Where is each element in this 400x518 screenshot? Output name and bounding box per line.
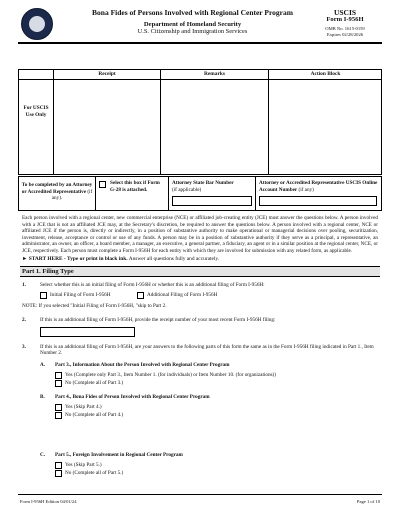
- online-account-label: Attorney or Accredited Representative USCIS Online Account Number: [259, 180, 378, 193]
- q3-number: 3.: [22, 344, 26, 350]
- q3a-no-label: No (Complete all of Part 3.): [65, 380, 124, 386]
- department-name: Department of Homeland Security: [143, 21, 242, 28]
- attorney-completion-label: To be completed by an Attorney or Accredited Representative: [21, 182, 93, 195]
- row-divider: [168, 176, 169, 211]
- form-number: Form I-956H: [326, 16, 364, 23]
- table-divider: [53, 69, 54, 175]
- header-rule: [18, 42, 382, 44]
- q3a-no-checkbox[interactable]: [55, 380, 62, 387]
- expiration-date: Expires 02/28/2026: [326, 32, 364, 37]
- q3c-yes-label: Yes (Skip Part 5.): [65, 462, 102, 468]
- part1-heading: Part 1. Filing Type: [20, 266, 380, 277]
- additional-filing-label: Additional Filing of Form I-956H: [147, 292, 218, 298]
- bar-number-hint: (if applicable): [172, 187, 202, 193]
- col-receipt: Receipt: [98, 71, 116, 77]
- attorney-completion-suffix: (if any).: [51, 188, 93, 202]
- q3c-no-label: No (Complete all of Part 5.): [65, 470, 124, 476]
- q1-text: Select whether this is an initial filing of Form I-956H or whether this is an additional filing of Form I-956H:: [40, 282, 265, 288]
- q3a-yes-label: Yes (Complete only Part 3., Item Number 1. (for individuals) or Item Number 10. (for organizations)): [65, 372, 277, 378]
- start-here-line: [22, 256, 219, 262]
- col-action-block: Action Block: [310, 71, 341, 77]
- online-account-hint: (if any): [298, 186, 314, 193]
- online-account-note: [259, 180, 380, 193]
- agency-short: USCIS: [333, 8, 357, 17]
- uscis-use-table: [18, 69, 382, 175]
- footer-rule: [18, 494, 382, 495]
- q3b-label: B.: [40, 394, 45, 400]
- attorney-completion-note: [20, 182, 94, 202]
- additional-filing-checkbox[interactable]: [137, 292, 144, 299]
- bar-number-label: Attorney State Bar Number: [172, 180, 234, 186]
- q3b-no-checkbox[interactable]: [55, 412, 62, 419]
- g28-attached-checkbox[interactable]: [99, 181, 106, 188]
- bar-number-field[interactable]: [172, 196, 252, 206]
- col-remarks: Remarks: [204, 71, 225, 77]
- q2-number: 2.: [22, 317, 26, 323]
- start-here-label: START HERE - Type or print in black ink.: [28, 256, 128, 262]
- table-divider: [268, 69, 269, 175]
- footer-page-number: Page 1 of 10: [356, 499, 380, 504]
- q2-text: If this is an additional filing of Form I-956H, provide the receipt number of your most recent Form I-956H filing:: [40, 317, 276, 323]
- receipt-number-field[interactable]: [40, 327, 135, 337]
- table-divider: [160, 69, 161, 175]
- q3b-yes-label: Yes (Skip Part 4.): [65, 404, 102, 410]
- start-here-instructions: Answer all questions fully and accurately.: [128, 256, 220, 262]
- omb-number: OMB No. 1615-0159: [325, 26, 365, 31]
- part1-note: NOTE: If you selected "Initial Filing of Form I-956H, "skip to Part 2.: [22, 303, 167, 309]
- initial-filing-label: Initial Filing of Form I-956H: [50, 292, 111, 298]
- q3c-label: C.: [40, 452, 46, 458]
- form-title: Bona Fides of Persons Involved with Regional Center Program: [92, 8, 293, 17]
- q3a-title: Part 3., Information About the Person Involved with Regional Center Program: [55, 362, 230, 368]
- row-divider: [95, 176, 96, 211]
- q3c-no-checkbox[interactable]: [55, 470, 62, 477]
- q3b-yes-checkbox[interactable]: [55, 404, 62, 411]
- agency-name: U.S. Citizenship and Immigration Services: [137, 28, 248, 35]
- dhs-seal-icon: [21, 8, 53, 40]
- footer-edition: Form I-956H Edition 04/01/24: [20, 499, 77, 504]
- q3c-title: Part 5., Foreign Involvement in Regional Center Program: [55, 452, 183, 458]
- initial-filing-checkbox[interactable]: [40, 292, 47, 299]
- q3b-title: Part 4., Bona Fides of Person Involved with Regional Center Program: [55, 394, 210, 400]
- arrow-right-icon: ►: [22, 256, 28, 262]
- intro-paragraph: Each person involved with a regional center, new commercial enterprise (NCE) or affiliated job-creating entity (JCE) must answer the questions below. A person involved with a JCE that is not an affiliated JCE may, at the Secretary's discretion, be required to answer the questions below. A person involved with a regional center, NCE or affiliated JCE if the person is, directly or indirectly, in a position of substantive authority to make operational or managerial decisions over pooling, securitization, investment, release, acceptance or control or use of any funds. A person may be in a position of substantive authority if they serve as a principal, a representative, an administrator, an owner, an officer, a board member, a manager, an executive, a general partner, a fiduciary, an agent or in a similar position at the regional center, NCE, or JCE, respectively. Each person must complete a Form I-956H for each entity with which they are involved for submission with any related form, as applicable.: [22, 215, 378, 254]
- q3c-yes-checkbox[interactable]: [55, 462, 62, 469]
- g28-label: Select this box if Form G-28 is attached.: [110, 180, 160, 193]
- q1-number: 1.: [22, 282, 26, 288]
- q3a-label: A.: [40, 362, 46, 368]
- q3b-no-label: No (Complete all of Part 4.): [65, 412, 124, 418]
- online-account-field[interactable]: [259, 196, 377, 206]
- q3a-yes-checkbox[interactable]: [55, 372, 62, 379]
- for-uscis-use-only-label: For USCIS Use Only: [23, 105, 49, 118]
- q3-text: If this is an additional filing of Form I-956H, are your answers to the following parts of this form the same as in the Form I-956H filing indicated in Part 1., Item Number 2.: [40, 344, 374, 357]
- row-divider: [255, 176, 256, 211]
